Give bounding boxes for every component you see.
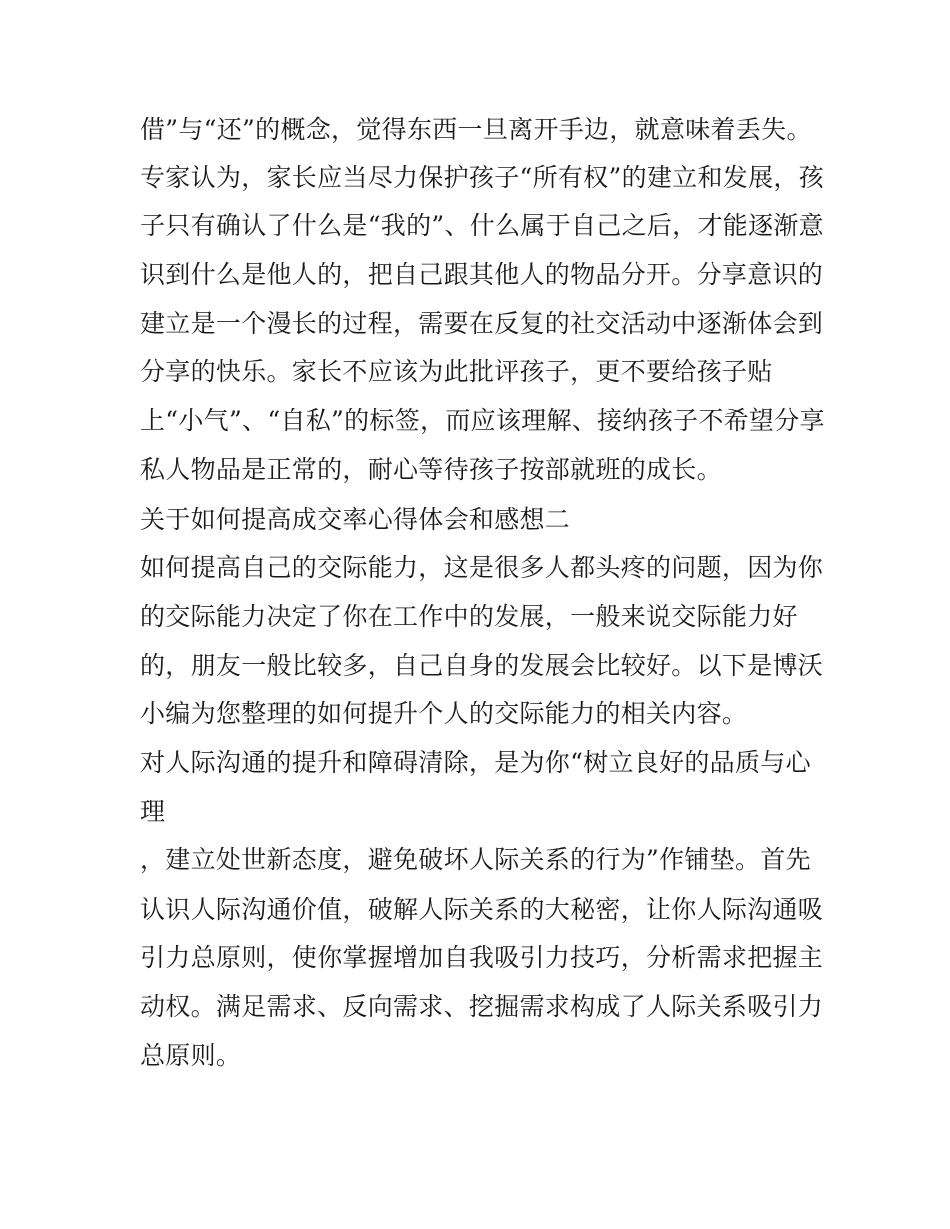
text-line: 上“小气”、“自私”的标签，而应该理解、接纳孩子不希望分享 bbox=[140, 406, 825, 435]
text-line: 动权。满足需求、反向需求、挖掘需求构成了人际关系吸引力 bbox=[140, 992, 824, 1021]
text-line: 如何提高自己的交际能力，这是很多人都头疼的问题，因为你 bbox=[140, 553, 824, 582]
section-heading: 关于如何提高成交率心得体会和感想二 bbox=[140, 505, 571, 534]
text-line: 私人物品是正常的，耐心等待孩子按部就班的成长。 bbox=[140, 455, 722, 484]
text-line: 小编为您整理的如何提升个人的交际能力的相关内容。 bbox=[140, 699, 748, 728]
text-line: 引力总原则，使你掌握增加自我吸引力技巧，分析需求把握主 bbox=[140, 943, 824, 972]
text-line: 借”与“还”的概念，觉得东西一旦离开手边，就意味着丢失。 bbox=[140, 115, 812, 144]
text-line: 对人际沟通的提升和障碍清除，是为你“树立良好的品质与心 bbox=[140, 748, 811, 777]
text-line: 建立是一个漫长的过程，需要在反复的社交活动中逐渐体会到 bbox=[140, 309, 824, 338]
text-line: 总原则。 bbox=[140, 1041, 242, 1070]
text-line: ，建立处世新态度，避免破坏人际关系的行为”作铺垫。首先 bbox=[140, 845, 811, 874]
text-line: 理 bbox=[140, 797, 166, 826]
text-line: 的交际能力决定了你在工作中的发展，一般来说交际能力好 bbox=[140, 602, 798, 631]
text-line: 认识人际沟通价值，破解人际关系的大秘密，让你人际沟通吸 bbox=[140, 895, 824, 924]
text-line: 分享的快乐。家长不应该为此批评孩子，更不要给孩子贴 bbox=[140, 357, 773, 386]
text-line: 专家认为，家长应当尽力保护孩子“所有权”的建立和发展，孩 bbox=[140, 163, 824, 192]
text-line: 的，朋友一般比较多，自己自身的发展会比较好。以下是博沃 bbox=[140, 651, 824, 680]
text-line: 子只有确认了什么是“我的”、什么属于自己之后，才能逐渐意 bbox=[140, 211, 824, 240]
text-line: 识到什么是他人的，把自己跟其他人的物品分开。分享意识的 bbox=[140, 260, 824, 289]
